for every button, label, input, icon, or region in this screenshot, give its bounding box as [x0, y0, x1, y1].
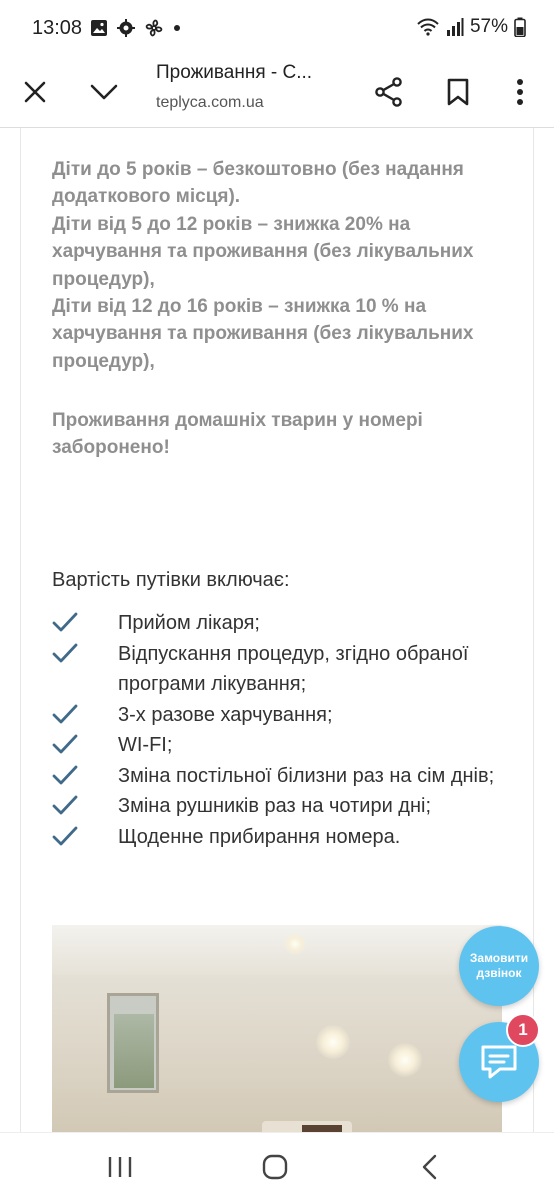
- home-icon: [262, 1154, 288, 1180]
- note-line: Діти від 12 до 16 років – знижка 10 % на харчування та проживання (без лікувальних процедур),: [52, 296, 474, 372]
- list-item-label: Відпускання процедур, згідно обраної програми лікування;: [118, 642, 469, 695]
- list-item-label: Щоденне прибирання номера.: [118, 825, 401, 848]
- checkmark-icon: [52, 794, 78, 816]
- back-button[interactable]: [400, 1147, 460, 1187]
- status-time: 13:08: [32, 17, 83, 39]
- photo-wall-lamp: [388, 1043, 422, 1077]
- status-system-icons: [416, 16, 526, 38]
- dot-icon: [172, 23, 182, 33]
- more-vertical-icon: [516, 78, 524, 106]
- note-line: Діти від 5 до 12 років – знижка 20% на харчування та проживання (без лікувальних процедур),: [52, 213, 474, 290]
- includes-list: [52, 608, 502, 852]
- checkmark-icon: [52, 611, 78, 633]
- recent-apps-button[interactable]: [90, 1147, 150, 1187]
- photo-mirror: [107, 993, 159, 1093]
- battery-icon: [514, 17, 526, 37]
- list-item-label: Зміна рушників раз на чотири дні;: [118, 795, 432, 817]
- page-title: Проживання - С...: [156, 62, 313, 83]
- minimize-tab-button[interactable]: [80, 68, 128, 116]
- chat-unread-badge: 1: [506, 1013, 540, 1047]
- battery-percent: 57%: [469, 16, 508, 37]
- note-line: Діти до 5 років – безкоштовно (без надання додаткового місця).: [52, 159, 464, 208]
- close-tab-button[interactable]: [11, 68, 59, 116]
- chevron-down-icon: [90, 83, 118, 101]
- list-item: [52, 822, 502, 853]
- children-discount-notes: [52, 156, 512, 375]
- photo-ceiling-light: [284, 933, 306, 955]
- back-icon: [421, 1154, 439, 1180]
- status-bar: [0, 0, 554, 56]
- checkmark-icon: [52, 733, 78, 755]
- fan-icon: [144, 18, 164, 38]
- photo-wall-lamp: [316, 1025, 350, 1059]
- list-item: [52, 700, 502, 731]
- room-photo: [52, 925, 502, 1132]
- photo-headboard: [302, 1125, 342, 1132]
- checkmark-icon: [52, 703, 78, 725]
- list-item: [52, 730, 502, 761]
- list-item: [52, 761, 502, 792]
- list-item-label: Зміна постільної білизни раз на сім днів;: [118, 764, 495, 787]
- chat-icon: [480, 1044, 518, 1080]
- home-button[interactable]: [245, 1147, 305, 1187]
- list-item: [52, 608, 502, 639]
- order-call-button[interactable]: [459, 926, 539, 1006]
- settings-cog-icon: [116, 18, 136, 38]
- list-item: [52, 791, 502, 822]
- bookmark-button[interactable]: [434, 68, 482, 116]
- signal-icon: [446, 17, 464, 37]
- image-icon: [90, 19, 108, 37]
- list-item: [52, 639, 502, 700]
- pets-note: Проживання домашніх тварин у номері заборонено!: [52, 410, 423, 459]
- share-icon: [375, 77, 403, 107]
- checkmark-icon: [52, 825, 78, 847]
- page-domain: teplyca.com.ua: [156, 94, 264, 111]
- list-item-label: WI-FI;: [118, 734, 173, 756]
- includes-title: Вартість путівки включає:: [52, 569, 290, 591]
- browser-toolbar: [0, 56, 554, 128]
- list-item-label: 3-х разове харчування;: [118, 703, 333, 726]
- list-item-label: Прийом лікаря;: [118, 612, 260, 634]
- share-button[interactable]: [365, 68, 413, 116]
- recent-apps-icon: [107, 1155, 133, 1179]
- more-options-button[interactable]: [496, 68, 544, 116]
- system-nav-bar: [0, 1132, 554, 1200]
- checkmark-icon: [52, 764, 78, 786]
- checkmark-icon: [52, 642, 78, 664]
- wifi-icon: [416, 17, 440, 37]
- bookmark-icon: [447, 78, 469, 106]
- photo-ceiling: [52, 925, 502, 975]
- close-icon: [23, 80, 47, 104]
- order-call-label: Замовити дзвінок: [469, 951, 529, 980]
- status-notification-icons: [90, 18, 182, 38]
